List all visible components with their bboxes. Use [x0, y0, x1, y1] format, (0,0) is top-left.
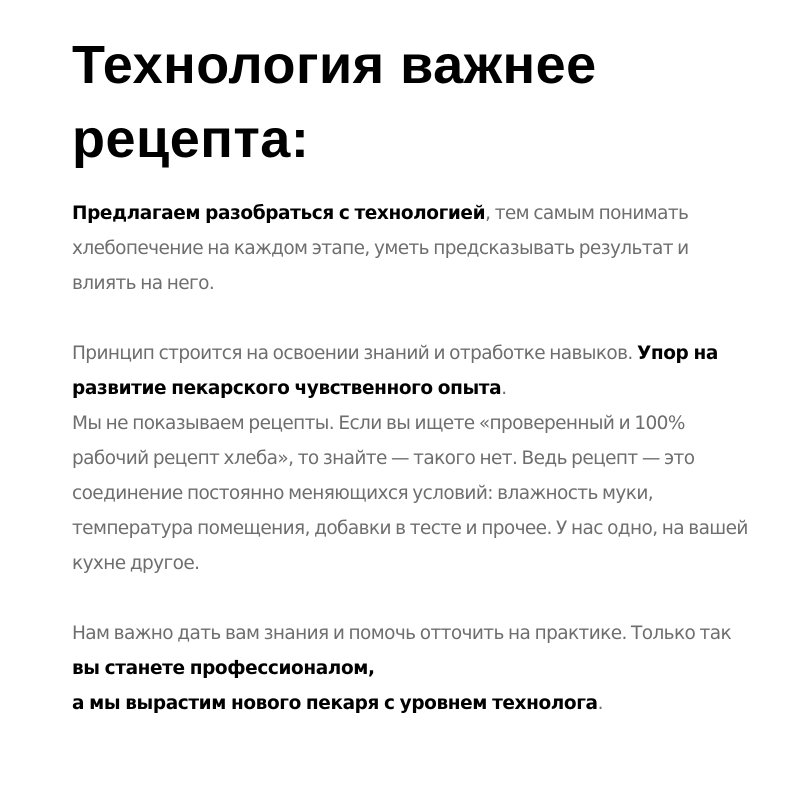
- goal-paragraph: [72, 616, 752, 721]
- title-line-1: Технология важнее: [72, 35, 597, 95]
- recipes-text: Мы не показываем рецепты. Если вы ищете «проверенный и 100% рабочий рецепт хлеба», то знайте — такого нет. Ведь рецепт — это соединение постоянно меняющихся условий: влажность муки, температура помещения, добавки в тесте и прочее. У нас одно, на вашей кухне другое.: [72, 413, 748, 574]
- title-line-2: рецепта:: [72, 109, 310, 169]
- recipes-paragraph: [72, 406, 752, 581]
- principle-paragraph: [72, 336, 752, 406]
- goal-text: Нам важно дать вам знания и помочь отточить на практике. Только так: [72, 623, 732, 644]
- goal-emphasis-2: а мы вырастим нового пекаря с уровнем технолога: [72, 693, 598, 714]
- intro-emphasis: Предлагаем разобраться с технологией: [72, 203, 486, 224]
- goal-emphasis-1: вы станете профессионалом,: [72, 658, 375, 679]
- principle-text: Принцип строится на освоении знаний и отработке навыков.: [72, 343, 637, 364]
- page-title: [72, 28, 752, 176]
- goal-end: .: [597, 693, 603, 714]
- principle-emphasis: Упор на развитие пекарского чувственного опыта: [72, 343, 718, 399]
- intro-paragraph: [72, 196, 752, 301]
- content-section: [72, 28, 752, 721]
- principle-end: .: [501, 378, 507, 399]
- intro-text: , тем самым понимать хлебопечение на каждом этапе, уметь предсказывать результат и влиять на него.: [72, 203, 689, 294]
